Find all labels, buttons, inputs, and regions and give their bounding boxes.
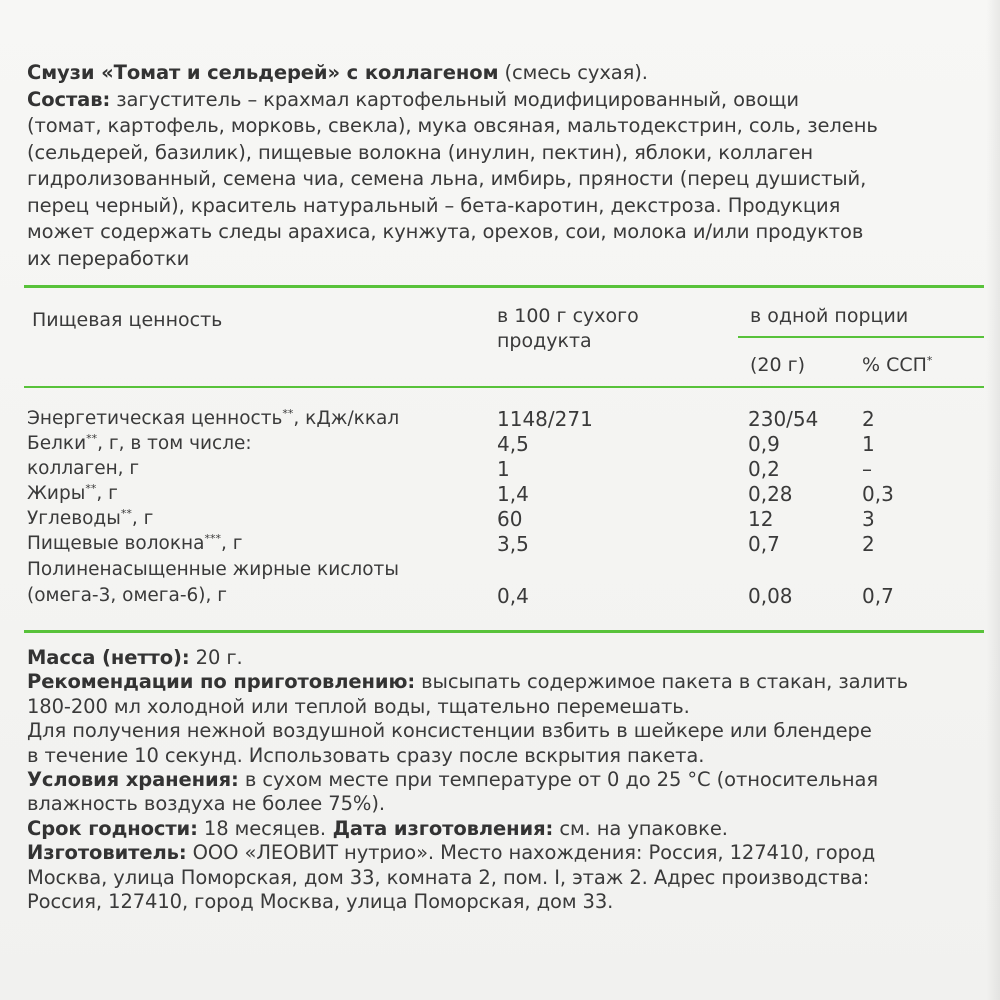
storage-text: влажность воздуха не более 75%). [27, 792, 385, 816]
row-name: Полиненасыщенные жирные кислоты [27, 559, 399, 580]
row-unit: , г, в том числе: [97, 433, 252, 454]
header-portion: в одной порции [750, 305, 909, 327]
row-per100: 1,4 [497, 482, 529, 506]
row-mark: ** [85, 482, 97, 495]
row-per100: 60 [497, 507, 523, 531]
composition-line: может содержать следы арахиса, кунжута, орехов, сои, молока и/или продуктов [27, 220, 864, 243]
maker-text: ООО «ЛЕОВИТ нутрио». Место нахождения: Россия, 127410, город [186, 841, 876, 865]
shelf-value: 18 месяцев. [197, 816, 326, 840]
date-value: см. на упаковке. [553, 816, 728, 840]
row-portion: 230/54 [748, 407, 819, 431]
row-per100: 1148/271 [497, 407, 593, 431]
composition-line: перец черный), краситель натуральный – бета-каротин, декстроза. Продукция [27, 193, 841, 217]
storage-text: в сухом месте при температуре от 0 до 25 °С (относительная [238, 768, 878, 792]
header-per100-line1: в 100 г сухого [497, 305, 639, 327]
header-nutrition: Пищевая ценность [32, 309, 223, 331]
composition-line [27, 87, 977, 114]
mass-label: Масса (нетто): [27, 646, 190, 669]
row-rda: 0,7 [862, 584, 894, 608]
composition-text: загуститель – крахмал картофельный модифицированный, овощи [110, 87, 799, 111]
row-portion: 0,08 [748, 584, 793, 608]
divider-bottom [24, 630, 984, 633]
row-unit: , г [131, 508, 154, 529]
prep-text: высыпать содержимое пакета в стакан, залить [415, 670, 909, 694]
row-rda: 2 [862, 532, 875, 556]
row-portion: 0,2 [748, 457, 780, 481]
composition-line: гидролизованный, семена чиа, семена льна, имбирь, пряности (перец душистый, [27, 167, 867, 190]
product-info-block [27, 646, 977, 914]
row-rda: – [862, 457, 872, 481]
row-name: Углеводы [27, 508, 121, 529]
row-per100: 1 [497, 457, 510, 481]
mass-line [27, 646, 977, 670]
row-portion: 0,9 [748, 432, 780, 456]
row-label [27, 457, 139, 481]
row-per100: 0,4 [497, 584, 529, 608]
header-rda [862, 353, 932, 378]
maker-line [27, 841, 977, 865]
row-name: Белки [27, 433, 87, 454]
storage-label: Условия хранения: [27, 768, 239, 792]
composition-line: (томат, картофель, морковь, свекла), мука овсяная, мальтодекстрин, соль, зелень [27, 114, 878, 137]
product-title [27, 60, 977, 87]
date-label: Дата изготовления: [325, 816, 554, 840]
divider-top [24, 285, 984, 288]
product-title-bold: Смузи «Томат и сельдерей» с коллагеном [27, 61, 499, 84]
storage-line [27, 768, 977, 792]
shelf-label: Срок годности: [27, 816, 198, 840]
row-name: коллаген, г [27, 458, 140, 479]
prep-label: Рекомендации по приготовлению: [27, 670, 416, 694]
composition-label: Состав: [27, 87, 111, 111]
row-label [27, 482, 118, 506]
row-mark: ** [120, 507, 132, 520]
row-mark: *** [204, 532, 221, 545]
composition-block [27, 60, 977, 272]
maker-text: Москва, улица Поморская, дом 33, комната 2, пом. I, этаж 2. Адрес производства: [27, 865, 870, 889]
prep-text: Для получения нежной воздушной консистенции взбить в шейкере или блендере [27, 719, 872, 743]
row-label [27, 432, 252, 456]
row-name: Энергетическая ценность [27, 408, 283, 429]
row-label [27, 584, 227, 608]
row-label [27, 532, 242, 556]
header-portion-size: (20 г) [750, 354, 806, 376]
row-name: Жиры [27, 483, 86, 504]
divider-header [24, 386, 984, 388]
row-per100: 3,5 [497, 532, 529, 556]
row-label [27, 507, 153, 531]
row-name: (омега-3, омега-6), г [27, 585, 227, 606]
maker-text: Россия, 127410, город Москва, улица Поморская, дом 33. [27, 890, 614, 914]
header-rda-mark: * [926, 354, 933, 367]
prep-text: 180-200 мл холодной или теплой воды, тщательно перемешать. [27, 694, 690, 718]
row-portion: 12 [748, 507, 774, 531]
row-rda: 1 [862, 432, 875, 456]
row-portion: 0,28 [748, 482, 793, 506]
divider-portion [738, 336, 984, 338]
header-rda-label: % ССП [862, 354, 927, 376]
maker-label: Изготовитель: [27, 841, 187, 865]
composition-line: их переработки [27, 246, 190, 270]
row-label [27, 407, 399, 431]
prep-line [27, 670, 977, 694]
row-rda: 2 [862, 407, 875, 431]
composition-line: (сельдерей, базилик), пищевые волокна (инулин, пектин), яблоки, коллаген [27, 140, 814, 164]
row-per100: 4,5 [497, 432, 529, 456]
row-mark: ** [282, 407, 294, 420]
row-unit: , г [220, 533, 243, 554]
product-title-rest: (смесь сухая). [498, 61, 648, 84]
row-unit: , г [96, 483, 118, 504]
row-name: Пищевые волокна [27, 533, 205, 554]
row-rda: 0,3 [862, 482, 894, 506]
row-unit: , кДж/ккал [293, 408, 400, 429]
row-portion: 0,7 [748, 532, 780, 556]
row-rda: 3 [862, 507, 875, 531]
prep-text: в течение 10 секунд. Использовать сразу после вскрытия пакета. [27, 743, 705, 767]
edge-shadow [986, 0, 1000, 1000]
shelf-line [27, 817, 977, 841]
mass-value: 20 г. [189, 646, 243, 669]
row-label [27, 558, 399, 582]
header-per100-line2: продукта [497, 330, 592, 352]
row-mark: ** [86, 432, 98, 445]
